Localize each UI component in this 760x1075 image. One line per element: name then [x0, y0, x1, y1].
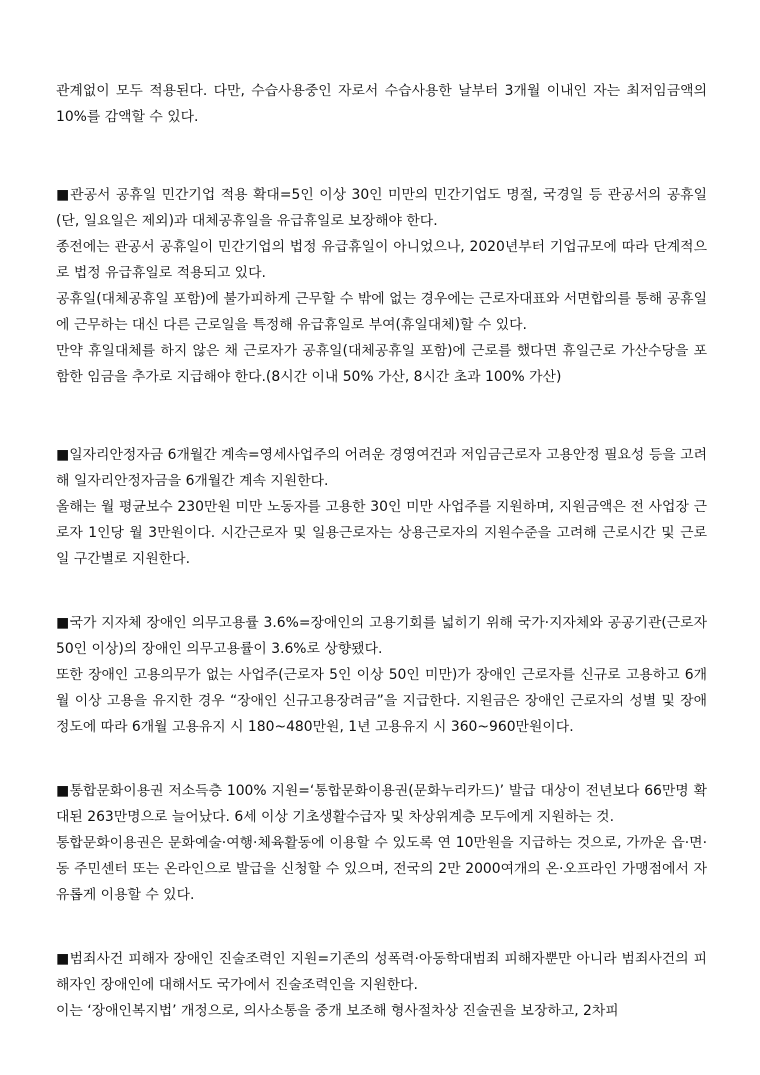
paragraph: 또한 장애인 고용의무가 없는 사업주(근로자 5인 이상 50인 미만)가 장애인 근로자를 신규로 고용하고 6개월 이상 고용을 유지한 경우 “장애인 신규고용장려금”을 지급한다. 지원금은 장애인 근로자의 성별 및 장애정도에 따라 6개월 고용유지 시 180~480만원, 1년 고용유지 시 360~960만원이다. [56, 667, 707, 735]
section-culture-voucher [56, 778, 707, 908]
section-gap [56, 572, 707, 610]
paragraph: 공휴일(대체공휴일 포함)에 불가피하게 근무할 수 밖에 없는 경우에는 근로자대표와 서면합의를 통해 공휴일에 근무하는 대신 다른 근로일을 특정해 유급휴일로 부여(휴일대체)할 수 있다. [56, 291, 707, 333]
paragraph: 관계없이 모두 적용된다. 다만, 수습사용중인 자로서 수습사용한 날부터 3개월 이내인 자는 최저임금액의 10%를 감액할 수 있다. [56, 83, 707, 125]
section-gap [56, 390, 707, 442]
section-heading-paragraph: ■관공서 공휴일 민간기업 적용 확대=5인 이상 30인 미만의 민간기업도 명절, 국경일 등 관공서의 공휴일(단, 일요일은 제외)과 대체공휴일을 유급휴일로 보장해야 한다. [56, 187, 707, 229]
paragraph: 종전에는 관공서 공휴일이 민간기업의 법정 유급휴일이 아니었으나, 2020년부터 기업규모에 따라 단계적으로 법정 유급휴일로 적용되고 있다. [56, 239, 707, 281]
section-heading-paragraph: ■범죄사건 피해자 장애인 진술조력인 지원=기존의 성폭력·아동학대범죄 피해자뿐만 아니라 범죄사건의 피해자인 장애인에 대해서도 국가에서 진술조력인을 지원한다. [56, 951, 707, 993]
paragraph: 올해는 월 평균보수 230만원 미만 노동자를 고용한 30인 미만 사업주를 지원하며, 지원금액은 전 사업장 근로자 1인당 월 3만원이다. 시간근로자 및 일용근로자는 상용근로자의 지원수준을 고려해 근로시간 및 근로일 구간별로 지원한다. [56, 499, 707, 567]
section-heading-paragraph: ■국가 지자체 장애인 의무고용률 3.6%=장애인의 고용기회를 넓히기 위해 국가·지자체와 공공기관(근로자 50인 이상)의 장애인 의무고용률이 3.6%로 상향됐다. [56, 615, 707, 657]
section-minimum-wage-tail [56, 78, 707, 130]
section-gap [56, 130, 707, 182]
section-heading-paragraph: ■통합문화이용권 저소득층 100% 지원=‘통합문화이용권(문화누리카드)’ 발급 대상이 전년보다 66만명 확대된 263만명으로 늘어났다. 6세 이상 기초생활수급자 및 차상위계층 모두에게 지원하는 것. [56, 783, 707, 825]
section-disability-employment-rate [56, 610, 707, 740]
section-job-stability-fund [56, 442, 707, 572]
section-gap [56, 740, 707, 778]
paragraph: 이는 ‘장애인복지법’ 개정으로, 의사소통을 중개 보조해 형사절차상 진술권을 보장하고, 2차피 [56, 1003, 619, 1019]
section-gap [56, 908, 707, 946]
section-crime-victim-support [56, 946, 707, 1024]
paragraph: 통합문화이용권은 문화예술·여행·체육활동에 이용할 수 있도록 연 10만원을 지급하는 것으로, 가까운 읍·면·동 주민센터 또는 온라인으로 발급을 신청할 수 있으며, 전국의 2만 2000여개의 온·오프라인 가맹점에서 자유롭게 이용할 수 있다. [56, 835, 707, 903]
document-body [56, 78, 707, 1024]
paragraph: 만약 휴일대체를 하지 않은 채 근로자가 공휴일(대체공휴일 포함)에 근로를 했다면 휴일근로 가산수당을 포함한 임금을 추가로 지급해야 한다.(8시간 이내 50% 가산, 8시간 초과 100% 가산) [56, 343, 707, 385]
section-public-holidays [56, 182, 707, 390]
section-heading-paragraph: ■일자리안정자금 6개월간 계속=영세사업주의 어려운 경영여건과 저임금근로자 고용안정 필요성 등을 고려해 일자리안정자금을 6개월간 계속 지원한다. [56, 447, 707, 489]
